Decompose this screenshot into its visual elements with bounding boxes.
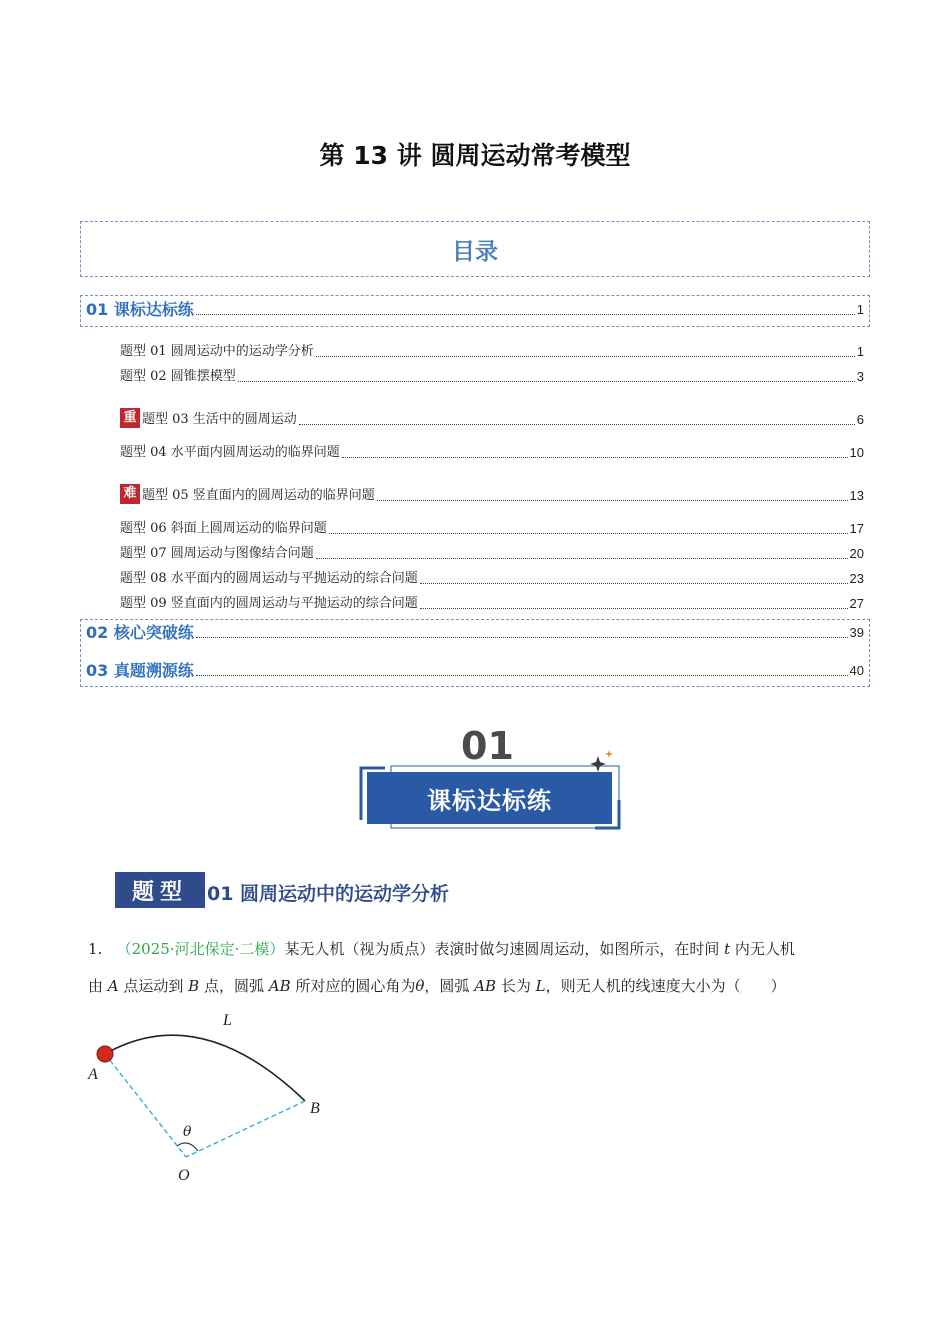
radius-OA bbox=[105, 1054, 186, 1157]
toc-item-label: 题型 04 水平面内圆周运动的临界问题 bbox=[120, 445, 340, 460]
toc-leader bbox=[316, 356, 855, 357]
toc-item[interactable] bbox=[120, 521, 864, 537]
question-text: ，则无人机的线速度大小为（ ） bbox=[545, 977, 786, 995]
question-source: （2025·河北保定·二模） bbox=[116, 940, 285, 958]
toc-item[interactable] bbox=[120, 408, 864, 428]
toc-leader bbox=[342, 457, 848, 458]
toc-leader bbox=[329, 533, 848, 534]
toc-item-label: 题型 02 圆锥摆模型 bbox=[120, 369, 236, 384]
question-text: ，圆弧 bbox=[424, 977, 475, 995]
toc-leader bbox=[299, 424, 855, 425]
toc-leader bbox=[238, 381, 855, 382]
toc-section-label: 02 核心突破练 bbox=[86, 623, 194, 642]
toc-heading: 目录 bbox=[80, 221, 870, 277]
toc-item-label: 题型 09 竖直面内的圆周运动与平抛运动的综合问题 bbox=[120, 596, 418, 611]
question-text: 所对应的圆心角为 bbox=[290, 977, 416, 995]
toc-section-1[interactable] bbox=[86, 302, 864, 318]
variable-AB: AB bbox=[474, 977, 497, 995]
question-text: 点运动到 bbox=[118, 977, 189, 995]
sparkle-icon bbox=[588, 748, 616, 776]
toc-page-number: 1 bbox=[856, 302, 864, 317]
hard-tag-icon: 难 bbox=[120, 484, 140, 504]
toc-section-2[interactable] bbox=[86, 625, 864, 641]
key-tag-icon: 重 bbox=[120, 408, 140, 428]
toc-page-number: 1 bbox=[856, 344, 864, 359]
toc-page-number: 23 bbox=[849, 571, 864, 586]
toc-item[interactable] bbox=[120, 445, 864, 461]
toc-item[interactable] bbox=[120, 571, 864, 587]
section-badge: 题型 bbox=[115, 872, 205, 908]
question-text: 由 bbox=[88, 977, 108, 995]
variable-AB: AB bbox=[268, 977, 291, 995]
label-B: B bbox=[310, 1100, 320, 1117]
banner-label: 课标达标练 bbox=[367, 772, 612, 824]
toc-item[interactable] bbox=[120, 546, 864, 562]
toc-item-label: 题型 07 圆周运动与图像结合问题 bbox=[120, 546, 314, 561]
toc-leader bbox=[196, 637, 848, 638]
toc-item[interactable] bbox=[120, 484, 864, 504]
label-L: L bbox=[223, 1012, 232, 1029]
toc-leader bbox=[196, 314, 855, 315]
toc-page-number: 20 bbox=[849, 546, 864, 561]
question-line-2 bbox=[88, 975, 786, 997]
toc-leader bbox=[420, 583, 848, 584]
toc-section-label: 01 课标达标练 bbox=[86, 300, 194, 319]
question-text: 内无人机 bbox=[730, 940, 795, 958]
variable-L: L bbox=[535, 977, 546, 995]
toc-section-label: 03 真题溯源练 bbox=[86, 661, 194, 680]
question-line-1 bbox=[88, 938, 795, 960]
toc-leader bbox=[316, 558, 848, 559]
toc-leader bbox=[420, 608, 848, 609]
drone-ball-icon bbox=[97, 1046, 113, 1062]
toc-item-label: 题型 08 水平面内的圆周运动与平抛运动的综合问题 bbox=[120, 571, 418, 586]
toc-page-number: 40 bbox=[849, 663, 864, 678]
label-O: O bbox=[178, 1167, 190, 1184]
toc-leader bbox=[377, 500, 848, 501]
label-theta: θ bbox=[183, 1124, 192, 1140]
banner-number: 01 bbox=[461, 724, 514, 768]
toc-item-label: 题型 01 圆周运动中的运动学分析 bbox=[120, 344, 314, 359]
toc-page-number: 10 bbox=[849, 445, 864, 460]
label-A: A bbox=[88, 1066, 98, 1083]
toc-page-number: 13 bbox=[849, 488, 864, 503]
radius-OB bbox=[186, 1101, 305, 1157]
variable-theta: θ bbox=[415, 977, 425, 995]
toc-item[interactable] bbox=[120, 369, 864, 385]
section-title: 01 圆周运动中的运动学分析 bbox=[207, 883, 450, 905]
toc-item[interactable] bbox=[120, 344, 864, 360]
toc-page-number: 17 bbox=[849, 521, 864, 536]
question-number: 1. bbox=[88, 940, 103, 958]
toc-page-number: 27 bbox=[849, 596, 864, 611]
toc-page-number: 3 bbox=[856, 369, 864, 384]
toc-item-label: 题型 03 生活中的圆周运动 bbox=[142, 412, 297, 427]
toc-item-label: 题型 06 斜面上圆周运动的临界问题 bbox=[120, 521, 327, 536]
question-text: 某无人机（视为质点）表演时做匀速圆周运动，如图所示，在时间 bbox=[284, 940, 725, 958]
toc-item-label: 题型 05 竖直面内的圆周运动的临界问题 bbox=[142, 488, 375, 503]
variable-A: A bbox=[107, 977, 119, 995]
arc-diagram bbox=[80, 1005, 340, 1190]
toc-leader bbox=[196, 675, 848, 676]
variable-t: t bbox=[724, 940, 731, 958]
page-title: 第 13 讲 圆周运动常考模型 bbox=[319, 141, 631, 170]
toc-page-number: 6 bbox=[856, 412, 864, 427]
question-text: 长为 bbox=[496, 977, 536, 995]
question-text: 点，圆弧 bbox=[199, 977, 269, 995]
toc-item[interactable] bbox=[120, 596, 864, 612]
toc-page-number: 39 bbox=[849, 625, 864, 640]
arc-AB bbox=[105, 1035, 305, 1101]
variable-B: B bbox=[188, 977, 200, 995]
toc-section-3[interactable] bbox=[86, 663, 864, 679]
